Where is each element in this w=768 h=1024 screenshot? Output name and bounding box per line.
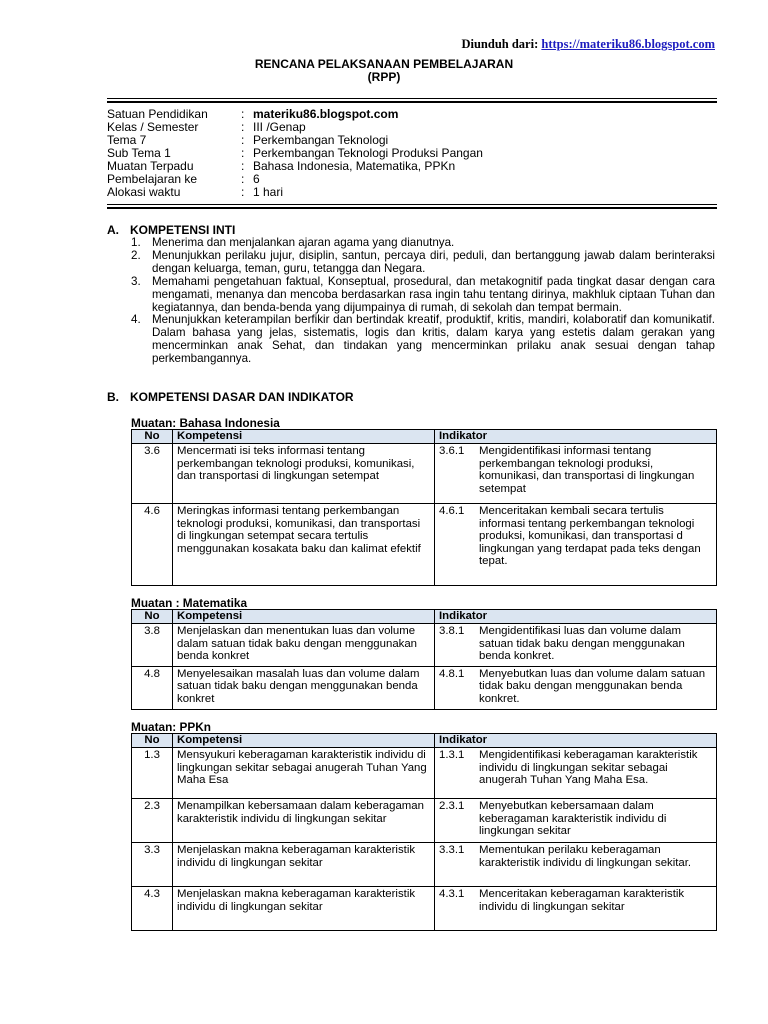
identity-row: Muatan Terpadu : Bahasa Indonesia, Matematika, PPKn [107,159,456,173]
section-a-heading [107,223,235,237]
cell-no: 1.3 [132,748,173,799]
list-item [131,237,715,250]
identity-row: Satuan Pendidikan : materiku86.blogspot.com [107,107,399,121]
indikator-text: Mengidentifikasi keberagaman karakteristik individu di lingkungan sekitar sebagai anugerah Tuhan Yang Maha Esa. [479,749,698,786]
document-subtitle: (RPP) [367,70,401,84]
cell-no: 3.6 [132,444,173,504]
muatan-title: Muatan : Matematika [131,596,248,610]
table-row [132,444,717,504]
header-kompetensi: Kompetensi [173,734,435,748]
identity-row: Alokasi waktu : 1 hari [107,185,284,199]
cell-indikator [435,624,717,667]
identity-label: Pembelajaran ke [107,172,198,186]
table-row [132,843,717,887]
identity-label: Alokasi waktu [107,185,181,199]
list-item [131,314,715,366]
cell-indikator [435,504,717,586]
identity-label: Muatan Terpadu [107,159,194,173]
header-kompetensi: Kompetensi [173,610,435,624]
list-number: 4. [131,313,141,327]
identity-value: Bahasa Indonesia, Matematika, PPKn [253,159,456,173]
section-title: KOMPETENSI INTI [130,223,236,237]
table-header-row [132,430,717,444]
indikator-text: Menyebutkan kebersamaan dalam keberagaman karakteristik individu di lingkungan sekitar [479,800,667,837]
kd-table-ppkn [131,733,717,931]
header-no: No [132,430,173,444]
cell-kompetensi: Mencermati isi teks informasi tentang perkembangan teknologi produksi, komunikasi, dan transportasi di lingkungan setempat [173,444,435,504]
cell-no: 3.3 [132,843,173,887]
cell-no: 2.3 [132,799,173,843]
table-row [132,799,717,843]
cell-kompetensi: Menampilkan kebersamaan dalam keberagaman karakteristik individu di lingkungan sekitar [173,799,435,843]
list-text: Menunjukkan perilaku jujur, disiplin, santun, percaya diri, peduli, dan bertanggung jawab dalam berinteraksi dengan keluarga, teman, guru, tetangga dan Negara. [152,248,715,275]
identity-row: Kelas / Semester : III /Genap [107,120,306,134]
identity-row: Sub Tema 1 : Perkembangan Teknologi Produksi Pangan [107,146,483,160]
cell-indikator [435,444,717,504]
section-title: KOMPETENSI DASAR DAN INDIKATOR [130,390,354,404]
table-row [132,624,717,667]
indikator-code: 4.8.1 [439,667,465,680]
identity-value: Perkembangan Teknologi Produksi Pangan [253,146,483,160]
identity-value: III /Genap [253,120,306,134]
list-text: Menunjukkan keterampilan berfikir dan bertindak kreatif, produktif, kritis, mandiri, kolaboratif dan komunikatif. Dalam bahasa yang jelas, sistematis, logis dan kritis, dalam karya yang estetis dalam gerakan yang mencerminkan anak Sehat, dan tindakan yang mencerminkan prilaku anak sesuai dengan tahap perkembangannya. [152,313,715,366]
cell-no: 3.8 [132,624,173,667]
indikator-code: 4.3.1 [439,888,465,900]
header-no: No [132,734,173,748]
cell-no: 4.8 [132,666,173,709]
kd-table-matematika [131,609,717,710]
document-title: RENCANA PELAKSANAAN PEMBELAJARAN [254,57,514,71]
identity-value: 1 hari [253,185,284,199]
identity-value: materiku86.blogspot.com [253,107,399,121]
table-row [132,666,717,709]
top-divider [107,98,717,103]
download-link[interactable]: https://materiku86.blogspot.com [541,37,715,51]
muatan-title: Muatan: Bahasa Indonesia [131,416,280,430]
table-row [132,504,717,586]
header-indikator: Indikator [435,734,717,748]
identity-label: Sub Tema 1 [107,146,171,160]
header-indikator: Indikator [435,610,717,624]
cell-indikator [435,887,717,931]
indikator-text: Menceritakan keberagaman karakteristik individu di lingkungan sekitar [479,888,685,913]
cell-kompetensi: Menjelaskan makna keberagaman karakteristik individu di lingkungan sekitar [173,887,435,931]
list-number: 2. [131,248,141,262]
section-letter: A. [107,223,119,237]
cell-no: 4.3 [132,887,173,931]
list-number: 3. [131,274,141,288]
identity-divider [107,204,717,209]
indikator-code: 3.8.1 [439,625,465,637]
muatan-title: Muatan: PPKn [131,720,211,734]
list-text: Menerima dan menjalankan ajaran agama yang dianutnya. [152,236,455,249]
indikator-text: Mengidentifikasi luas dan volume dalam satuan tidak baku dengan menggunakan benda konkret. [479,625,685,662]
indikator-code: 4.6.1 [439,505,465,517]
cell-kompetensi: Menyelesaikan masalah luas dan volume dalam satuan tidak baku dengan menggunakan benda konkret [173,666,435,709]
table-row [132,887,717,931]
indikator-code: 3.3.1 [439,844,465,856]
section-letter: B. [107,390,119,404]
cell-kompetensi: Menjelaskan dan menentukan luas dan volume dalam satuan tidak baku dengan menggunakan benda konkret [173,624,435,667]
kompetensi-inti-list [131,237,715,366]
cell-indikator [435,666,717,709]
table-header-row [132,734,717,748]
download-label: Diunduh dari: [461,37,539,51]
list-item [131,276,715,315]
header-kompetensi: Kompetensi [173,430,435,444]
identity-label: Tema 7 [107,133,147,147]
list-number: 1. [131,236,141,249]
cell-no: 4.6 [132,504,173,586]
list-item [131,250,715,276]
indikator-code: 2.3.1 [439,800,465,812]
identity-label: Satuan Pendidikan [107,107,208,121]
cell-kompetensi: Mensyukuri keberagaman karakteristik individu di lingkungan sekitar sebagai anugerah Tuhan Yang Maha Esa [173,748,435,799]
kd-table-bahasa-indonesia [131,429,717,586]
indikator-text: Menceritakan kembali secara tertulis informasi tentang perkembangan teknologi produksi, komunikasi, dan transportasi d lingkungan yang terdapat pada teks dengan tepat. [479,505,701,567]
identity-label: Kelas / Semester [107,120,199,134]
cell-indikator [435,748,717,799]
indikator-text: Mengidentifikasi informasi tentang perkembangan teknologi produksi, komunikasi, dan transportasi di lingkungan setempat [479,445,695,495]
identity-row: Tema 7 : Perkembangan Teknologi [107,133,389,147]
cell-kompetensi: Meringkas informasi tentang perkembangan teknologi produksi, komunikasi, dan transportasi di lingkungan setempat secara tertulis menggunakan kosakata baku dan kalimat efektif [173,504,435,586]
cell-indikator [435,843,717,887]
header-indikator: Indikator [435,430,717,444]
identity-row: Pembelajaran ke : 6 [107,172,260,186]
indikator-code: 1.3.1 [439,749,465,761]
indikator-text: Menyebutkan luas dan volume dalam satuan tidak baku dengan menggunakan benda konkret. [479,667,706,705]
list-text: Memahami pengetahuan faktual, Konseptual, prosedural, dan metakognitif pada tingkat dasar dengan cara mengamati, menanya dan mencoba berdasarkan rasa ingin tahu tentang dirinya, makhluk ciptaan Tuhan dan kegiatannya, dan benda-benda yang dijumpainya di rumah, di sekolah dan tempat bermain. [152,274,715,314]
table-header-row [132,610,717,624]
cell-indikator [435,799,717,843]
download-source-note [461,37,715,52]
header-no: No [132,610,173,624]
identity-value: Perkembangan Teknologi [253,133,389,147]
indikator-code: 3.6.1 [439,445,465,457]
section-b-heading [107,390,354,404]
cell-kompetensi: Menjelaskan makna keberagaman karakteristik individu di lingkungan sekitar [173,843,435,887]
indikator-text: Mementukan perilaku keberagaman karakteristik individu di lingkungan sekitar. [479,844,692,869]
identity-value: 6 [253,172,260,186]
table-row [132,748,717,799]
identity-table [107,108,483,199]
